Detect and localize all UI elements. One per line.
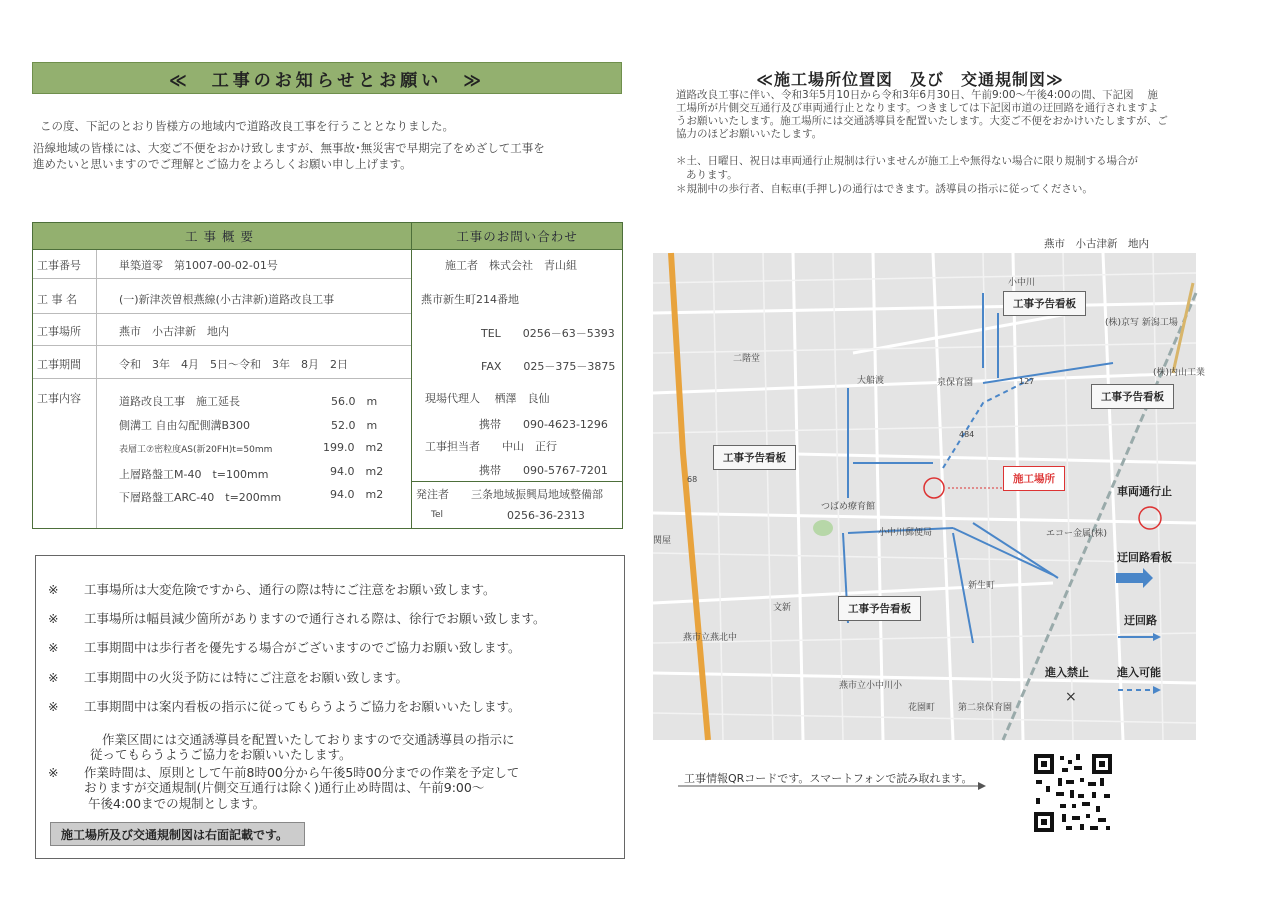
note-item: ※ 工事場所は大変危険ですから、通行の際は特にご注意をお願い致します。 <box>48 582 496 597</box>
qr-caption: 工事情報QRコードです。スマートフォンで読み取れます。 <box>684 772 973 785</box>
place-name: 小中川郵便局 <box>878 528 933 538</box>
content-qty: 199.0 m2 <box>323 441 384 454</box>
see-right-box: 施工場所及び交通規制図は右面記載です。 <box>50 822 305 846</box>
contractor-fax: FAX 025－375－3875 <box>481 360 616 373</box>
place-name: 第二泉保育園 <box>958 703 1013 713</box>
area-label: 燕市 小古津新 地内 <box>1044 238 1149 250</box>
arrow-icon <box>678 778 988 790</box>
engineer: 工事担当者 中山 正行 <box>425 440 557 453</box>
place-name: 燕市立燕北中 <box>683 633 738 643</box>
route-number: 484 <box>959 430 975 439</box>
place-name: 小中川 <box>1008 278 1036 288</box>
contact-header: 工事のお問い合わせ <box>412 223 622 250</box>
notice-banner: ≪ 工事のお知らせとお願い ≫ <box>32 62 622 94</box>
place-name: 関屋 <box>653 536 672 546</box>
orderer-tel: 0256-36-2313 <box>507 509 585 522</box>
legend-no-entry: 進入禁止 <box>1045 666 1089 679</box>
contractor-tel: TEL 0256－63－5393 <box>481 327 615 340</box>
qr-code-icon[interactable] <box>1032 752 1114 834</box>
legend-closed: 車両通行止 <box>1117 485 1172 498</box>
site-label: 施工場所 <box>1003 466 1065 491</box>
content-qty: 94.0 m2 <box>330 465 384 478</box>
content-qty: 56.0 m <box>331 395 378 408</box>
content-item: 側溝工 自由勾配側溝B300 <box>119 419 251 432</box>
content-item: 表層工⑦密粒度AS(新20FH)t=50mm <box>119 445 273 455</box>
value-project-period: 令和 3年 4月 5日～令和 3年 8月 2日 <box>119 358 348 371</box>
note-item: ※ 工事場所は幅員減少箇所がありますので通行される際は、徐行でお願い致します。 <box>48 611 546 626</box>
value-project-name: (一)新津茨曽根燕線(小古津新)道路改良工事 <box>119 293 335 306</box>
project-summary-table <box>32 222 623 529</box>
notes-box <box>35 555 625 859</box>
value-project-site: 燕市 小古津新 地内 <box>119 325 229 338</box>
note-item: ※ 工事期間中は案内看板の指示に従ってもらうようご協力をお願いいたします。 <box>48 699 521 714</box>
note-item: ※ 工事期間中は歩行者を優先する場合がございますのでご協力お願い致します。 <box>48 640 521 655</box>
place-name: (株)内山工業 <box>1153 368 1206 378</box>
right-title: ≪施工場所位置図 及び 交通規制図≫ <box>756 70 1064 89</box>
traffic-map <box>653 253 1206 740</box>
sign-label: 工事予告看板 <box>713 445 796 470</box>
route-number: 68 <box>687 475 698 484</box>
intro-line-1: この度、下記のとおり皆様方の地域内で道路改良工事を行うこととなりました。 <box>40 119 454 133</box>
intro-line-2: 沿線地域の皆様には、大変ご不便をおかけ致しますが、無事故･無災害で早期完了をめざして工事を <box>33 141 545 155</box>
sign-label: 工事予告看板 <box>838 596 921 621</box>
place-name: 二階堂 <box>733 354 761 364</box>
label-project-number: 工事番号 <box>37 259 81 272</box>
place-name: 燕市立小中川小 <box>839 681 903 691</box>
label-project-period: 工事期間 <box>37 358 81 371</box>
right-notes: ＊土、日曜日、祝日は車両通行止規制は行いませんが施工上や無得ない場合に限り規制する場合が あります。 ＊規制中の歩行者、自転車(手押し)の通行はできます。誘導員の指示に従ってください。 <box>676 155 1138 195</box>
content-qty: 94.0 m2 <box>330 488 384 501</box>
site-agent: 現場代理人 栖澤 良仙 <box>425 392 550 405</box>
place-name: 花園町 <box>908 703 936 713</box>
note-extra: 従ってもらうようご協力をお願いいたします。 <box>90 747 352 762</box>
summary-header: 工事概要 <box>33 223 412 250</box>
place-name: 泉保育園 <box>937 378 974 388</box>
engineer-mobile: 携帯 090-5767-7201 <box>479 464 608 477</box>
content-item: 上層路盤工M-40 t=100mm <box>119 468 269 481</box>
legend-detour-sign: 迂回路看板 <box>1117 551 1172 564</box>
orderer-tel-label: Tel <box>431 510 444 520</box>
value-project-number: 単築道零 第1007-00-02-01号 <box>119 259 278 272</box>
orderer: 発注者 三条地域振興局地域整備部 <box>416 488 603 501</box>
content-item: 道路改良工事 施工延長 <box>119 395 240 408</box>
note-extra: 作業区間には交通誘導員を配置いたしておりますので交通誘導員の指示に <box>102 732 515 747</box>
content-item: 下層路盤工ARC-40 t=200mm <box>119 491 282 504</box>
legend-entry-ok: 進入可能 <box>1117 666 1161 679</box>
sign-label: 工事予告看板 <box>1091 384 1174 409</box>
place-name: 文新 <box>773 603 792 613</box>
place-name: 新生町 <box>968 581 996 591</box>
legend-detour: 迂回路 <box>1124 614 1157 627</box>
place-name: (株)京写 新潟工場 <box>1105 318 1178 328</box>
place-name: 大船渡 <box>857 376 885 386</box>
site-agent-mobile: 携帯 090-4623-1296 <box>479 418 608 431</box>
label-project-site: 工事場所 <box>37 325 81 338</box>
svg-text:×: × <box>1065 689 1077 705</box>
right-desc: 道路改良工事に伴い、令和3年5月10日から令和3年6月30日、午前9:00～午後4:00の間、下記図 施 工場所が片側交互通行及び車両通行止となります。つきましては下記図市道の迂回路を通行されますよ うお願いいたします。施工場所には交通誘導員を配置いたします。大変ご不便をおかけいたしますが、ご 協力のほどお願いいたします。 <box>676 89 1168 140</box>
note-extra: ※ 作業時間は、原則として午前8時00分から午後5時00分までの作業を予定して <box>48 765 520 780</box>
place-name: つばめ療育館 <box>821 502 876 512</box>
place-name: エコー金属(株) <box>1046 529 1108 539</box>
note-extra: 午後4:00までの規制とします。 <box>88 796 266 811</box>
note-item: ※ 工事期間中の火災予防には特にご注意をお願い致します。 <box>48 670 409 685</box>
contractor-address: 燕市新生町214番地 <box>421 293 519 306</box>
sign-label: 工事予告看板 <box>1003 291 1086 316</box>
contractor: 施工者 株式会社 青山組 <box>445 259 577 272</box>
intro-line-3: 進めたいと思いますのでご理解とご協力をよろしくお願い申し上げます。 <box>33 157 412 171</box>
note-extra: おりますが交通規制(片側交互通行は除く)通行止め時間は、午前9:00～ <box>84 780 485 795</box>
label-project-name: 工 事 名 <box>37 293 77 306</box>
route-number: 127 <box>1019 377 1035 386</box>
label-project-content: 工事内容 <box>37 392 81 405</box>
content-qty: 52.0 m <box>331 419 378 432</box>
